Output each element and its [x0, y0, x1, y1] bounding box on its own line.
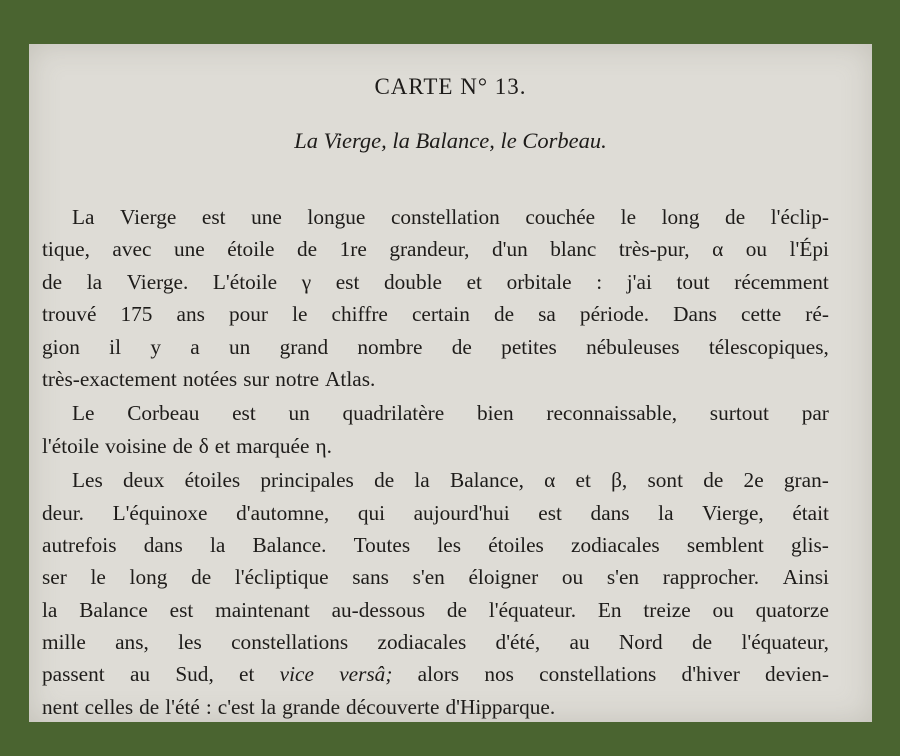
text-line: la Balance est maintenant au-dessous de l'équateur. En treize ou quatorze: [42, 597, 829, 622]
text-line: très-exactement notées sur notre Atlas.: [42, 366, 376, 391]
text-line: mille ans, les constellations zodiacales d'été, au Nord de l'équateur,: [42, 630, 829, 655]
text-line: gion il y a un grand nombre de petites nébuleuses télescopiques,: [42, 334, 829, 359]
page-subtitle: La Vierge, la Balance, le Corbeau.: [294, 128, 607, 153]
text-line: La Vierge est une longue constellation couchée le long de l'éclip-: [72, 205, 829, 229]
text-line: autrefois dans la Balance. Toutes les étoiles zodiacales semblent glis-: [42, 532, 829, 557]
body-text: [42, 201, 829, 723]
text-line: de la Vierge. L'étoile γ est double et orbitale : j'ai tout récemment: [42, 269, 829, 294]
text-line: passent au Sud, et vice versâ; alors nos constellations d'hiver devien-: [42, 662, 829, 687]
text-line: Les deux étoiles principales de la Balance, α et β, sont de 2e gran-: [72, 468, 829, 493]
text-line: deur. L'équinoxe d'automne, qui aujourd'hui est dans la Vierge, était: [42, 500, 829, 525]
document-page: [29, 44, 872, 722]
page-title: CARTE N° 13.: [374, 74, 527, 99]
text-line: trouvé 175 ans pour le chiffre certain de sa période. Dans cette ré-: [42, 302, 829, 327]
text-line: tique, avec une étoile de 1re grandeur, d'un blanc très-pur, α ou l'Épi: [42, 237, 829, 262]
text-line: ser le long de l'écliptique sans s'en éloigner ou s'en rapprocher. Ainsi: [42, 565, 829, 590]
text-line: nent celles de l'été : c'est la grande découverte d'Hipparque.: [42, 694, 556, 719]
text-line: l'étoile voisine de δ et marquée η.: [42, 433, 332, 458]
text-line: Le Corbeau est un quadrilatère bien reconnaissable, surtout par: [72, 401, 829, 426]
